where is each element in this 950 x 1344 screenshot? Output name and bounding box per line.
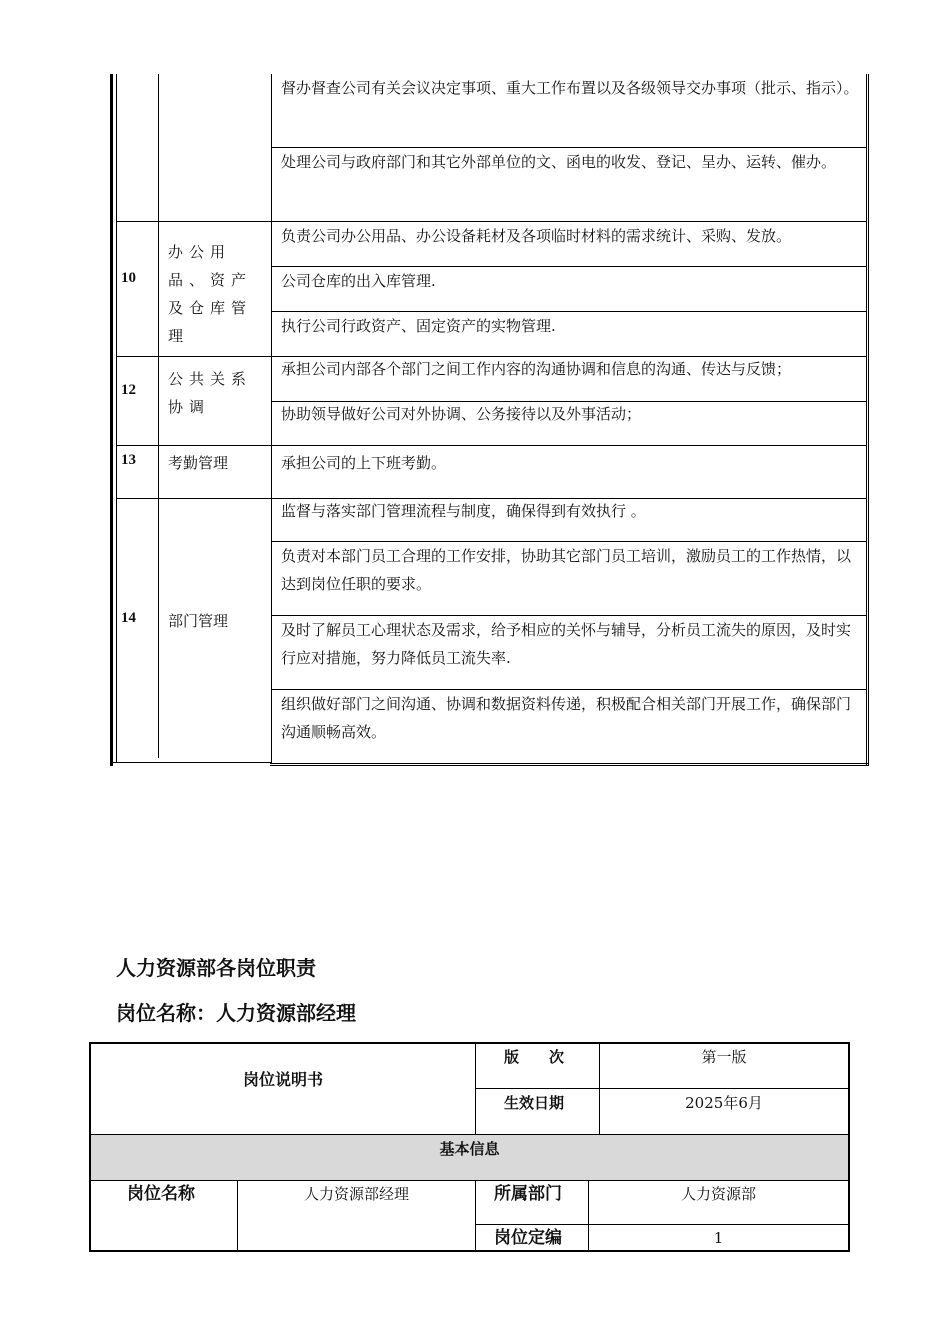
doc-title: 岗位说明书 [242, 1070, 323, 1089]
headcount-value: 1 [713, 1229, 724, 1247]
department-label: 所属部门 [494, 1184, 562, 1204]
duty-item: 负责对本部门员工合理的工作安排，协助其它部门员工培训，激励员工的工作热情，以达到岗位任职的要求。 [281, 547, 852, 593]
duty-category: 办公用品、资产及仓库管理 [168, 243, 253, 345]
version-value: 第一版 [701, 1048, 747, 1066]
position-heading: 岗位名称：人力资源部经理 [116, 1001, 356, 1025]
department-value: 人力资源部 [680, 1185, 756, 1203]
duty-item: 监督与落实部门管理流程与制度，确保得到有效执行 。 [281, 502, 646, 520]
duty-item: 处理公司与政府部门和其它外部单位的文、函电的收发、登记、呈办、运转、催办。 [281, 153, 837, 171]
row-number: 12 [121, 382, 136, 398]
row-number: 14 [121, 610, 136, 626]
version-label: 版 次 [504, 1048, 565, 1066]
duty-item: 执行公司行政资产、固定资产的实物管理. [281, 317, 556, 335]
effective-date-value: 2025年6月 [685, 1094, 763, 1112]
duty-item: 协助领导做好公司对外协调、公务接待以及外事活动； [281, 405, 642, 423]
row-number: 10 [121, 270, 136, 286]
duty-item: 公司仓库的出入库管理. [281, 272, 436, 290]
duty-category: 部门管理 [168, 612, 229, 630]
duty-item: 督办督查公司有关会议决定事项、重大工作布置以及各级领导交办事项（批示、指示）。 [281, 79, 859, 97]
duty-item: 承担公司内部各个部门之间工作内容的沟通协调和信息的沟通、传达与反馈； [281, 360, 792, 378]
duty-item: 负责公司办公用品、办公设备耗材及各项临时材料的需求统计、采购、发放。 [281, 227, 792, 245]
position-name-label: 岗位名称 [127, 1184, 195, 1204]
basic-info-header: 基本信息 [439, 1140, 500, 1158]
section-title: 人力资源部各岗位职责 [116, 956, 316, 980]
effective-date-label: 生效日期 [504, 1094, 565, 1112]
position-name-value: 人力资源部经理 [303, 1185, 409, 1203]
row-number: 13 [121, 452, 136, 468]
duty-category: 考勤管理 [168, 454, 229, 472]
duty-category: 公共关系协调 [168, 370, 253, 416]
duty-item: 承担公司的上下班考勤。 [281, 454, 447, 472]
duty-item: 组织做好部门之间沟通、协调和数据资料传递，积极配合相关部门开展工作，确保部门沟通顺畅高效。 [281, 695, 852, 741]
duty-item: 及时了解员工心理状态及需求，给予相应的关怀与辅导，分析员工流失的原因，及时实行应对措施，努力降低员工流失率. [281, 621, 852, 667]
headcount-label: 岗位定编 [494, 1228, 562, 1248]
